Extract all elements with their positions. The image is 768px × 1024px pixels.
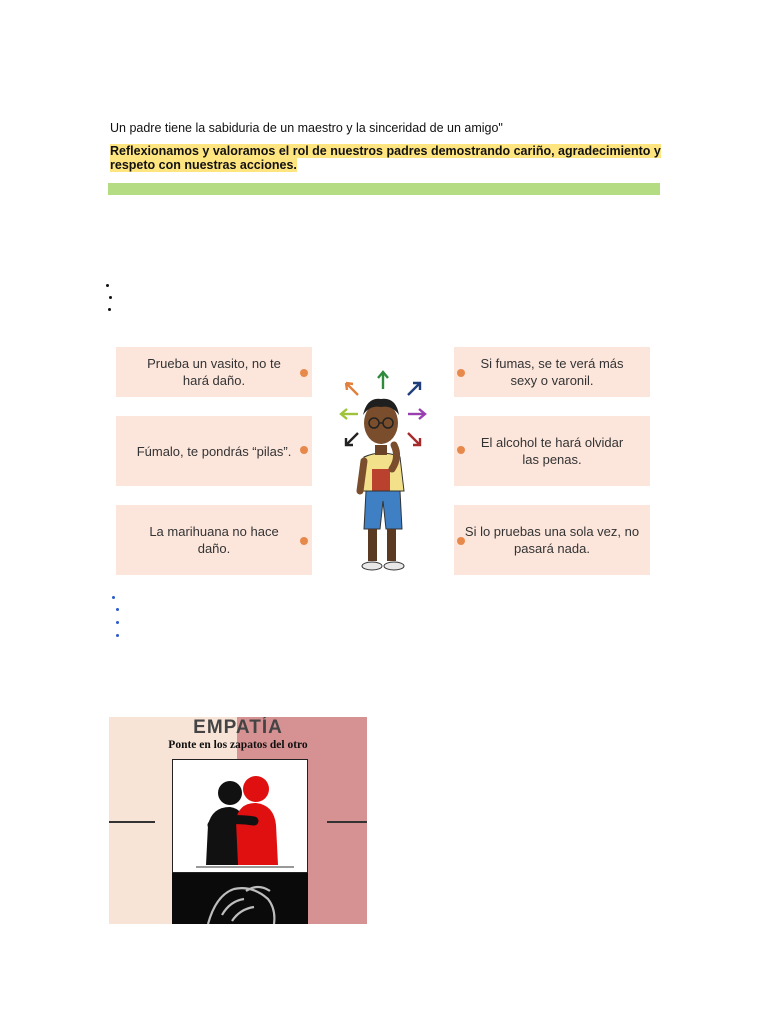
card-dot [300,369,308,377]
card-dot [457,537,465,545]
arrow-down-left-icon [346,433,358,445]
card-text: Fúmalo, te pondrás “pilas”. [136,443,292,459]
empathy-title: EMPATÍA [193,717,283,738]
arrow-up-left-icon [346,383,358,395]
pressure-card [454,416,650,486]
left-rule [109,821,155,823]
empty-bullet-list [106,279,112,315]
peer-pressure-figure [110,343,656,583]
bullet-item [112,591,119,604]
blue-bullet-list [112,591,119,641]
highlight-text: Reflexionamos y valoramos el rol de nuestros padres demostrando cariño, agradecimiento y respeto con nuestras acciones. [110,144,661,172]
card-dot [457,446,465,454]
bullet-dot [116,608,119,611]
card-dot [300,446,308,454]
pressure-card [454,505,650,575]
empathy-image [109,717,367,924]
bullet-dot [116,634,119,637]
bullet-item [106,291,112,303]
embrace-illustration [172,759,308,924]
bullet-item [106,303,112,315]
bullet-dot [112,596,115,599]
arrow-down-right-icon [408,433,420,445]
pressure-card [116,416,312,486]
card-dot [457,369,465,377]
pressure-card [116,347,312,397]
bullet-item [106,279,112,291]
arrow-up-right-icon [408,383,420,395]
card-dot [300,537,308,545]
arrow-right-icon [408,409,425,419]
card-text: El alcohol te hará olvidar las penas. [480,435,624,467]
card-text: Si fumas, se te verá más sexy o varonil. [480,356,624,388]
highlight-paragraph [110,144,666,172]
pressure-card [116,505,312,575]
bullet-dot [116,621,119,624]
bullet-item [112,604,119,617]
arrow-left-icon [341,409,358,419]
bullet-item [112,629,119,642]
bullet-dot [109,296,112,299]
green-divider-bar [108,183,660,195]
card-text: La marihuana no hace daño. [149,524,279,556]
card-text: Si lo pruebas una sola vez, no pasará nada. [464,524,640,556]
empathy-subtitle: Ponte en los zapatos del otro [168,739,308,751]
card-text: Prueba un vasito, no te hará daño. [147,356,281,388]
thinking-boy-illustration [320,361,444,583]
bullet-dot [106,284,109,287]
quote-text: Un padre tiene la sabiduria de un maestro y la sinceridad de un amigo" [110,121,503,135]
right-rule [327,821,367,823]
arrow-up-icon [378,372,388,389]
pressure-card [454,347,650,397]
bullet-item [112,616,119,629]
bullet-dot [108,308,111,311]
